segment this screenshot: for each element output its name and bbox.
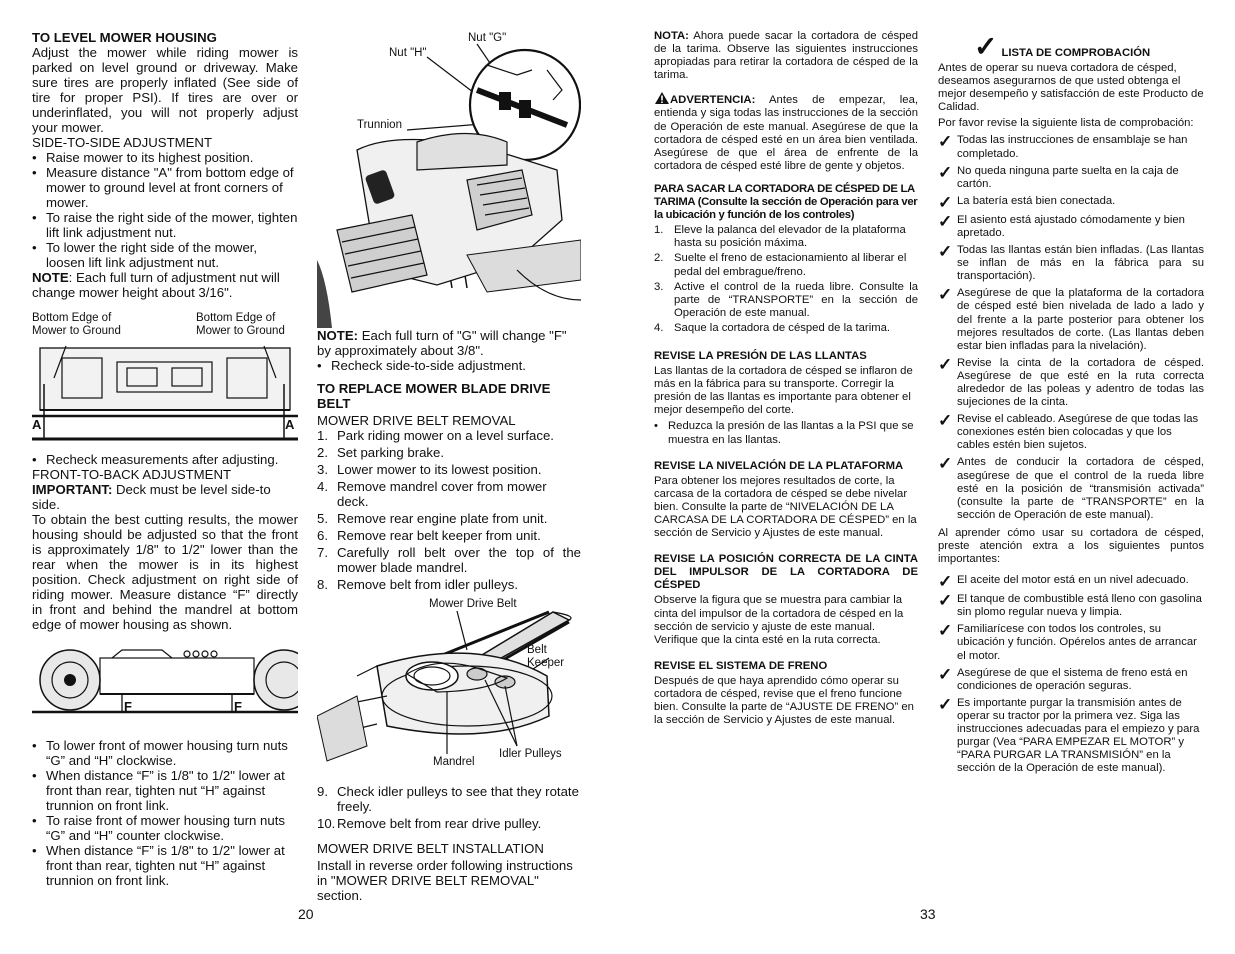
removal-step: 2. Set parking brake. bbox=[317, 445, 445, 460]
checkmark-icon: ✓ bbox=[938, 411, 953, 431]
figure-nut-adjustment bbox=[317, 30, 581, 328]
note-nut-g bbox=[317, 328, 581, 358]
checkmark-icon: ✓ bbox=[938, 572, 953, 592]
checklist-item: ✓ Revise el cableado. Asegúrese de que todas las conexiones estén bien colocadas y que los cables estén bien sujetos. bbox=[938, 411, 1199, 452]
section-title-replace-belt: TO REPLACE MOWER BLADE DRIVE BELT bbox=[317, 381, 551, 411]
checklist-item: ✓ Todas las instrucciones de ensamblaje se han completado. bbox=[938, 132, 1188, 160]
front-bullet: • When distance “F” is 1/8" to 1/2" lower at front than rear, tighten nut “H” against trunnion on front link. bbox=[32, 768, 298, 813]
side-bullet: • Measure distance "A" from bottom edge of mower to ground level at front corners of mower. bbox=[32, 165, 298, 210]
note-text: : Each full turn of adjustment nut will change mower height about 3/16". bbox=[32, 270, 280, 300]
warning-icon bbox=[654, 91, 670, 105]
presion-bullet: • Reduzca la presión de las llantas a la PSI que se muestra en las llantas. bbox=[654, 420, 918, 446]
column-checklist bbox=[938, 31, 1204, 775]
freno-text: Después de que haya aprendido cómo operar su cortadora de césped, revise que el freno funcione bien. Consulte la parte de “AJUSTE DE FRENO” en la sección de Servicio y Ajustes de este manual. bbox=[654, 674, 914, 727]
aprender-text: Al aprender cómo usar su cortadora de césped, preste atención extra a los siguientes puntos importantes: bbox=[938, 526, 1204, 566]
checkmark-icon: ✓ bbox=[938, 132, 953, 152]
install-text: Install in reverse order following instructions in "MOWER DRIVE BELT REMOVAL" section. bbox=[317, 858, 573, 903]
note2-text: Each full turn of "G" will change "F" by approximately about 3/8". bbox=[317, 328, 567, 358]
removal-heading: MOWER DRIVE BELT REMOVAL bbox=[317, 413, 516, 428]
label-belt-keeper: Belt Keeper bbox=[527, 644, 565, 669]
removal-step: 8. Remove belt from idler pulleys. bbox=[317, 577, 519, 592]
presion-heading: REVISE LA PRESIÓN DE LAS LLANTAS bbox=[654, 349, 867, 362]
advertencia-text: Antes de empezar, lea, entienda y siga todas las instrucciones de la sección de Operación de este manual. Asegúrese de que la cortadora de césped esté en un área bien ventilada. Asegúrese de que el área de enfrente de la cortadora de césped esté libre de gente y objetos. bbox=[654, 94, 918, 172]
note-label: NOTE bbox=[32, 270, 69, 285]
fig2-marker-left: F bbox=[124, 699, 132, 714]
fig2-marker-right: F bbox=[234, 699, 242, 714]
removal-step: 7. Carefully roll belt over the top of the mower blade mandrel. bbox=[317, 545, 581, 575]
fig1-marker-right: A bbox=[285, 417, 295, 432]
cinta-text: Observe la figura que se muestra para cambiar la cinta del impulsor de la cortadora de césped en la sección de servicio y ajuste de este manual. Verifique que la cinta esté en la ruta correcta. bbox=[654, 594, 904, 646]
checklist-item: ✓ Revise la cinta de la cortadora de césped. Asegúrese de que esté en la ruta correcta alrededor de las poleas y adentro de todas las sujeciones de la cinta. bbox=[938, 354, 1204, 409]
side-bullet: • To lower the right side of the mower, loosen lift link adjustment nut. bbox=[32, 240, 298, 270]
checkmark-icon: ✓ bbox=[938, 354, 953, 374]
checklist-item: ✓ Asegúrese de que la plataforma de la cortadora de césped esté bien nivelada de lado a lado y del frente a la parte posterior para obtener los mejores resultados de corte. (Las llantas deben estar bien infladas para la nivelación). bbox=[938, 285, 1204, 352]
removal-step: 10. Remove belt from rear drive pulley. bbox=[317, 816, 542, 831]
page-number-right: 33 bbox=[920, 906, 936, 922]
checkmark-icon: ✓ bbox=[938, 242, 953, 262]
lista-heading: LISTA DE COMPROBACIÓN bbox=[1001, 46, 1151, 59]
presion-text: Las llantas de la cortadora de césped se inflaron de más en la fábrica para su transporte. Corregir la presión de las llantas es importante para obtener el mejor desempeño del corte. bbox=[654, 365, 913, 417]
front-bullet: • To raise front of mower housing turn nuts “G” and “H” counter clockwise. bbox=[32, 813, 298, 843]
front-bullet: • When distance “F” is 1/8" to 1/2" lower at front than rear, tighten nut “H” against trunnion on front link. bbox=[32, 843, 298, 888]
note2-label: NOTE: bbox=[317, 328, 359, 343]
checklist-item: ✓ Todas las llantas están bien infladas. (Las llantas se inflan de más en la fábrica para su transportación). bbox=[938, 242, 1204, 283]
checklist-item: ✓ El asiento está ajustado cómodamente y bien apretado. bbox=[938, 211, 1185, 239]
checklist2-item: ✓ Es importante purgar la transmisión antes de operar su tractor por la primera vez. Siga las instrucciones adecuadas para el empiezo y para purgar (Vea “PARA EMPEZAR EL MOTOR” y “PARA PURGAR LA TRANSMISIÓN” en la sección de la Operación de este manual). bbox=[938, 694, 1200, 775]
removal-step: 5. Remove rear engine plate from unit. bbox=[317, 511, 548, 526]
note-adjustment bbox=[32, 270, 298, 300]
side-heading: SIDE-TO-SIDE ADJUSTMENT bbox=[32, 135, 213, 150]
figure-side-to-side bbox=[32, 312, 298, 452]
level-intro: Adjust the mower while riding mower is parked on level ground or driveway. Make sure tires are properly inflated (See side of tire for proper PSI). If tires are over or underinflated, you will not properly adjust your mower. bbox=[32, 45, 298, 135]
sacar-step: 3. Active el control de la rueda libre. Consulte la parte de “TRANSPORTE” en la sección de Operación de este manual. bbox=[654, 280, 918, 319]
important-text: Deck must be level side-to side. bbox=[32, 482, 271, 512]
nota-paragraph bbox=[654, 30, 918, 82]
column-revise bbox=[654, 30, 918, 727]
removal-step: 1. Park riding mower on a level surface. bbox=[317, 428, 554, 443]
install-heading: MOWER DRIVE BELT INSTALLATION bbox=[317, 841, 544, 856]
fig1-marker-left: A bbox=[32, 417, 42, 432]
important-label: IMPORTANT: bbox=[32, 482, 113, 497]
column-blade-belt bbox=[317, 30, 581, 903]
figure-drive-belt bbox=[317, 596, 581, 784]
nota-label: NOTA: bbox=[654, 30, 689, 42]
advertencia-paragraph bbox=[654, 91, 918, 173]
checkmark-icon: ✓ bbox=[938, 694, 953, 714]
front-bullet: • To lower front of mower housing turn nuts “G” and “H” clockwise. bbox=[32, 738, 298, 768]
nivel-text: Para obtener los mejores resultados de corte, la carcasa de la cortadora de césped se debe nivelar bien. Consulte la parte de “NIVELACIÓN DE LA CARCASA DE LA CORTADORA DE CÉSPED” en la sección de Servicio y Ajustes de este manual. bbox=[654, 474, 917, 540]
fig1-label-left: Bottom Edge of Mower to Ground bbox=[32, 312, 121, 337]
label-idler-pulleys: Idler Pulleys bbox=[499, 748, 562, 760]
recheck-bullet: • Recheck measurements after adjusting. bbox=[32, 452, 298, 467]
important-note bbox=[32, 482, 298, 512]
nut-closeup-illustration bbox=[317, 30, 581, 328]
removal-step: 9. Check idler pulleys to see that they rotate freely. bbox=[317, 784, 579, 814]
drive-belt-illustration bbox=[317, 596, 581, 784]
checkmark-icon: ✓ bbox=[938, 285, 953, 305]
checklist-item: ✓ Antes de conducir la cortadora de césped, asegúrese de que el control de la rueda libre esté en la posición de “transmisión activada” (consulte la parte de “TRANSPORTE” en la sección de Operación de este manual). bbox=[938, 454, 1204, 521]
freno-heading: REVISE EL SISTEMA DE FRENO bbox=[654, 659, 828, 672]
checkmark-icon: ✓ bbox=[938, 454, 953, 474]
label-mower-drive-belt: Mower Drive Belt bbox=[429, 598, 517, 610]
cinta-heading: REVISE LA POSICIÓN CORRECTA DE LA CINTA DEL IMPULSOR DE LA CORTADORA DE CÉSPED bbox=[654, 553, 918, 592]
sacar-step: 1. Eleve la palanca del elevador de la plataforma hasta su posición máxima. bbox=[654, 224, 906, 250]
front-paragraph: To obtain the best cutting results, the mower housing should be adjusted so that the front is approximately 1/8" to 1/2" lower than the rear when the mower is in its highest position. Check adjustment on right side of riding mower. Measure distance “F” directly in front and behind the mandrel at bottom edge of mower housing as shown. bbox=[32, 512, 298, 632]
checkmark-icon: ✓ bbox=[938, 591, 953, 611]
section-title-level: TO LEVEL MOWER HOUSING bbox=[32, 30, 217, 45]
side-bullet: • To raise the right side of the mower, tighten lift link adjustment nut. bbox=[32, 210, 298, 240]
front-heading: FRONT-TO-BACK ADJUSTMENT bbox=[32, 467, 232, 482]
checkmark-icon: ✓ bbox=[938, 192, 953, 212]
nota-text: Ahora puede sacar la cortadora de césped de la tarima. Observe las siguientes instrucciones apropiadas para retirar la cortadora de césped de la tarima. bbox=[654, 30, 918, 82]
checkmark-icon: ✓ bbox=[938, 211, 953, 231]
checklist-item: ✓ No queda ninguna parte suelta en la caja de cartón. bbox=[938, 162, 1179, 190]
sacar-step: 2. Suelte el freno de estacionamiento al liberar el pedal del embrague/freno. bbox=[654, 252, 907, 278]
sacar-heading: PARA SACAR LA CORTADORA DE CÉSPED DE LA TARIMA (Consulte la sección de Operación para ver la ubicación y función de los controles) bbox=[654, 182, 918, 222]
column-level-mower bbox=[32, 30, 298, 888]
mower-side-illustration bbox=[32, 646, 298, 726]
removal-step: 4. Remove mandrel cover from mower deck. bbox=[317, 479, 547, 509]
checklist2-item: ✓ Familiarícese con todos los controles, su ubicación y función. Opérelos antes de arrancar el motor. bbox=[938, 621, 1197, 662]
removal-step: 3. Lower mower to its lowest position. bbox=[317, 462, 542, 477]
checklist2-item: ✓ Asegúrese de que el sistema de freno está en condiciones de operación seguras. bbox=[938, 664, 1188, 692]
sacar-step: 4. Saque la cortadora de césped de la tarima. bbox=[654, 321, 891, 334]
removal-step: 6. Remove rear belt keeper from unit. bbox=[317, 528, 541, 543]
checklist2-item: ✓ El tanque de combustible está lleno con gasolina sin plomo regular nueva y limpia. bbox=[938, 591, 1202, 619]
recheck-side-bullet: • Recheck side-to-side adjustment. bbox=[317, 358, 581, 373]
checkmark-icon: ✓ bbox=[938, 162, 953, 182]
checklist-item: ✓ La batería está bien conectada. bbox=[938, 192, 1116, 212]
label-mandrel: Mandrel bbox=[433, 756, 475, 768]
label-trunnion: Trunnion bbox=[357, 119, 402, 131]
lista-intro2: Por favor revise la siguiente lista de comprobación: bbox=[938, 117, 1194, 130]
lista-heading-row bbox=[938, 31, 1204, 62]
side-bullet: • Raise mower to its highest position. bbox=[32, 150, 298, 165]
page-number-left: 20 bbox=[298, 906, 314, 922]
checklist2-item: ✓ El aceite del motor está en un nivel adecuado. bbox=[938, 572, 1189, 592]
mower-front-illustration bbox=[32, 340, 298, 450]
lista-intro: Antes de operar su nueva cortadora de césped, deseamos asegurarnos de que usted obtenga el mejor desempeño y satisfacción de este Producto de Calidad. bbox=[938, 62, 1204, 114]
nivel-heading: REVISE LA NIVELACIÓN DE LA PLATAFORMA bbox=[654, 459, 904, 472]
advertencia-label: ADVERTENCIA: bbox=[670, 94, 756, 107]
figure-front-to-back bbox=[32, 646, 298, 738]
label-nut-g: Nut "G" bbox=[468, 32, 507, 44]
fig1-label-right: Bottom Edge of Mower to Ground bbox=[196, 312, 285, 337]
label-nut-h: Nut "H" bbox=[389, 47, 427, 59]
checkmark-icon: ✓ bbox=[938, 664, 953, 684]
checkmark-icon: ✓ bbox=[974, 31, 998, 62]
checkmark-icon: ✓ bbox=[938, 621, 953, 641]
